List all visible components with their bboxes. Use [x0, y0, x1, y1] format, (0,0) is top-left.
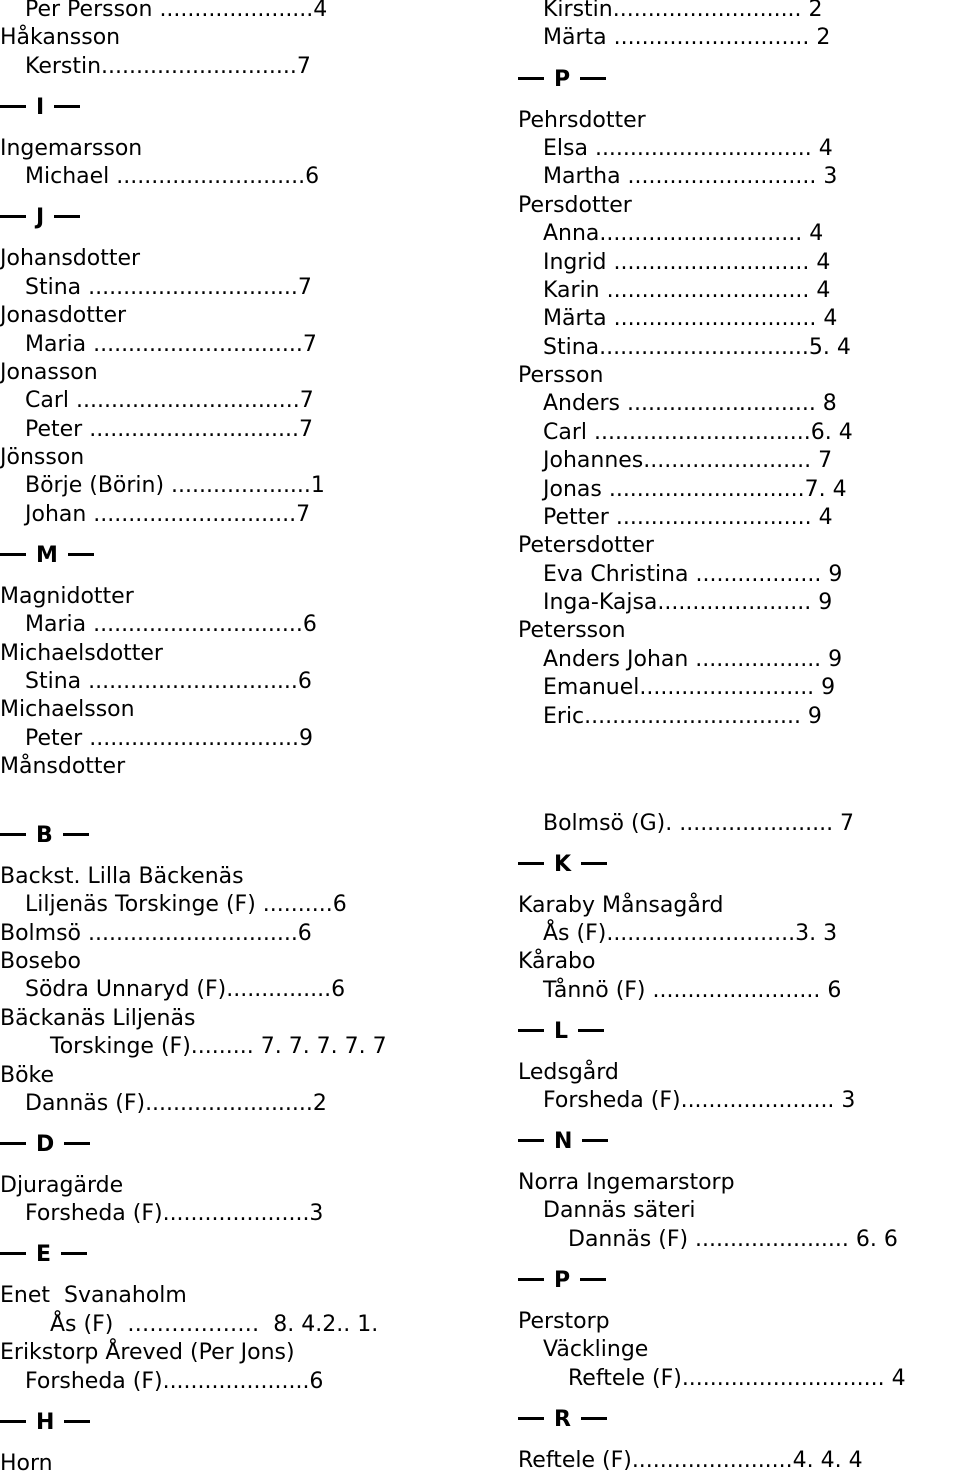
index-subentry: Johannes........................ 7 — [543, 448, 833, 473]
index-subentry: Martha ........................... 3 — [543, 164, 838, 189]
index-subentry: Emanuel......................... 9 — [543, 675, 836, 700]
index-entry: Michaelsdotter — [0, 641, 163, 666]
index-entry: Karaby Månsagård — [518, 893, 724, 918]
heading-dash — [581, 862, 607, 865]
index-entry: Backst. Lilla Bäckenäs — [0, 864, 244, 889]
index-subentry: Bolmsö (G). ...................... 7 — [543, 811, 855, 836]
index-entry: Magnidotter — [0, 584, 134, 609]
index-subentry: Johan .............................7 — [25, 502, 311, 527]
index-subentry: Stina ..............................7 — [25, 275, 312, 300]
heading-dash — [518, 1029, 544, 1032]
index-entry: Bosebo — [0, 949, 81, 974]
index-subentry: Liljenäs Torskinge (F) ..........6 — [25, 892, 347, 917]
index-subentry: Carl ...............................6. 4 — [543, 420, 853, 445]
index-entry: Erikstorp Åreved (Per Jons) — [0, 1340, 295, 1365]
index-entry: Jonasson — [0, 360, 98, 385]
heading-letter: P — [554, 67, 571, 92]
index-subentry: Maria ..............................6 — [25, 612, 317, 637]
heading-letter: H — [36, 1410, 55, 1435]
heading-letter: K — [554, 852, 572, 877]
heading-letter: I — [36, 95, 45, 120]
letter-heading — [518, 1018, 604, 1046]
index-subentry: Dannäs (F) ...................... 6. 6 — [568, 1227, 898, 1252]
index-subentry: Karin ............................. 4 — [543, 278, 831, 303]
index-subentry: Peter ..............................7 — [25, 417, 314, 442]
index-entry: Kårabo — [518, 949, 596, 974]
index-subentry: Eva Christina .................. 9 — [543, 562, 843, 587]
heading-letter: L — [554, 1019, 569, 1044]
index-subentry: Stina..............................5. 4 — [543, 335, 851, 360]
index-subentry: Börje (Börin) ....................1 — [25, 473, 325, 498]
index-subentry: Kirstin........................... 2 — [543, 0, 823, 22]
index-subentry: Inga-Kajsa...................... 9 — [543, 590, 833, 615]
index-entry: Persdotter — [518, 193, 632, 218]
index-entry: Bolmsö ..............................6 — [0, 921, 312, 946]
heading-dash — [578, 1029, 604, 1032]
index-subentry: Petter ............................ 4 — [543, 505, 833, 530]
index-entry: Böke — [0, 1063, 55, 1088]
index-entry: Jonasdotter — [0, 303, 127, 328]
heading-letter: E — [36, 1242, 52, 1267]
letter-heading — [518, 1128, 608, 1156]
heading-dash — [518, 1278, 544, 1281]
index-subentry: Anders ........................... 8 — [543, 391, 837, 416]
index-subentry: Jonas ............................7. 4 — [543, 477, 847, 502]
index-entry: Håkansson — [0, 25, 121, 50]
index-entry: Enet Svanaholm — [0, 1283, 187, 1308]
index-entry: Johansdotter — [0, 246, 141, 271]
letter-heading — [518, 851, 607, 879]
index-entry: Bäckanäs Liljenäs — [0, 1006, 196, 1031]
index-subentry: Märta ............................. 4 — [543, 306, 838, 331]
index-subentry: Tånnö (F) ........................ 6 — [543, 978, 842, 1003]
index-subentry: Dannäs (F)........................2 — [25, 1091, 327, 1116]
index-subentry: Per Persson ......................4 — [25, 0, 328, 22]
heading-dash — [582, 1139, 608, 1142]
index-entry: Jönsson — [0, 445, 85, 470]
index-entry: Michaelsson — [0, 697, 135, 722]
heading-letter: R — [554, 1407, 571, 1432]
index-entry: Persson — [518, 363, 604, 388]
index-entry: Månsdotter — [0, 754, 126, 779]
letter-heading — [518, 1406, 607, 1434]
index-entry: Pehrsdotter — [518, 108, 646, 133]
index-subentry: Maria ..............................7 — [25, 332, 317, 357]
index-entry: Ingemarsson — [0, 136, 143, 161]
index-subentry: Elsa ............................... 4 — [543, 136, 833, 161]
index-entry: Petersdotter — [518, 533, 654, 558]
heading-dash — [580, 1278, 606, 1281]
index-entry: Reftele (F).......................4. 4. 4 — [518, 1448, 863, 1473]
index-subentry: Väcklinge — [543, 1337, 649, 1362]
index-subentry: Michael ...........................6 — [25, 164, 320, 189]
heading-dash — [581, 1417, 607, 1420]
heading-letter: B — [36, 823, 53, 848]
index-subentry: Ås (F) ……………… 8. 4.2.. 1. — [50, 1312, 379, 1337]
index-entry: Norra Ingemarstorp — [518, 1170, 735, 1195]
heading-letter: D — [36, 1132, 55, 1157]
index-subentry: Anders Johan .................. 9 — [543, 647, 843, 672]
index-subentry: Eric............................... 9 — [543, 704, 822, 729]
heading-dash — [518, 862, 544, 865]
index-subentry: Peter ..............................9 — [25, 726, 314, 751]
index-subentry: Dannäs säteri — [543, 1198, 696, 1223]
index-entry: Djuragärde — [0, 1173, 124, 1198]
index-subentry: Forsheda (F).....................6 — [25, 1369, 324, 1394]
index-entry: Ledsgård — [518, 1060, 619, 1085]
index-subentry: Forsheda (F).....................3 — [25, 1201, 324, 1226]
heading-dash — [518, 1417, 544, 1420]
letter-heading — [518, 1267, 606, 1295]
index-subentry: Reftele (F)............................. 4 — [568, 1366, 906, 1391]
heading-letter: J — [36, 205, 45, 230]
index-subentry: Södra Unnaryd (F)...............6 — [25, 977, 346, 1002]
index-entry: Perstorp — [518, 1309, 610, 1334]
index-subentry: Kerstin............................7 — [25, 54, 311, 79]
index-subentry: Torskinge (F)......... 7. 7. 7. 7. 7 — [50, 1034, 387, 1059]
index-subentry: Carl ................................7 — [25, 388, 314, 413]
index-subentry: Forsheda (F)...................... 3 — [543, 1088, 856, 1113]
index-subentry: Märta ............................ 2 — [543, 25, 831, 50]
index-entry: Petersson — [518, 618, 626, 643]
heading-letter: N — [554, 1129, 573, 1154]
index-subentry: Ingrid ............................ 4 — [543, 250, 831, 275]
heading-letter: M — [36, 543, 58, 568]
heading-letter: P — [554, 1268, 571, 1293]
heading-dash — [518, 1139, 544, 1142]
index-subentry: Stina ..............................6 — [25, 669, 312, 694]
index-entry: Horn — [0, 1451, 53, 1476]
index-subentry: Anna............................. 4 — [543, 221, 824, 246]
index-subentry: Ås (F)...........................3. 3 — [543, 921, 838, 946]
